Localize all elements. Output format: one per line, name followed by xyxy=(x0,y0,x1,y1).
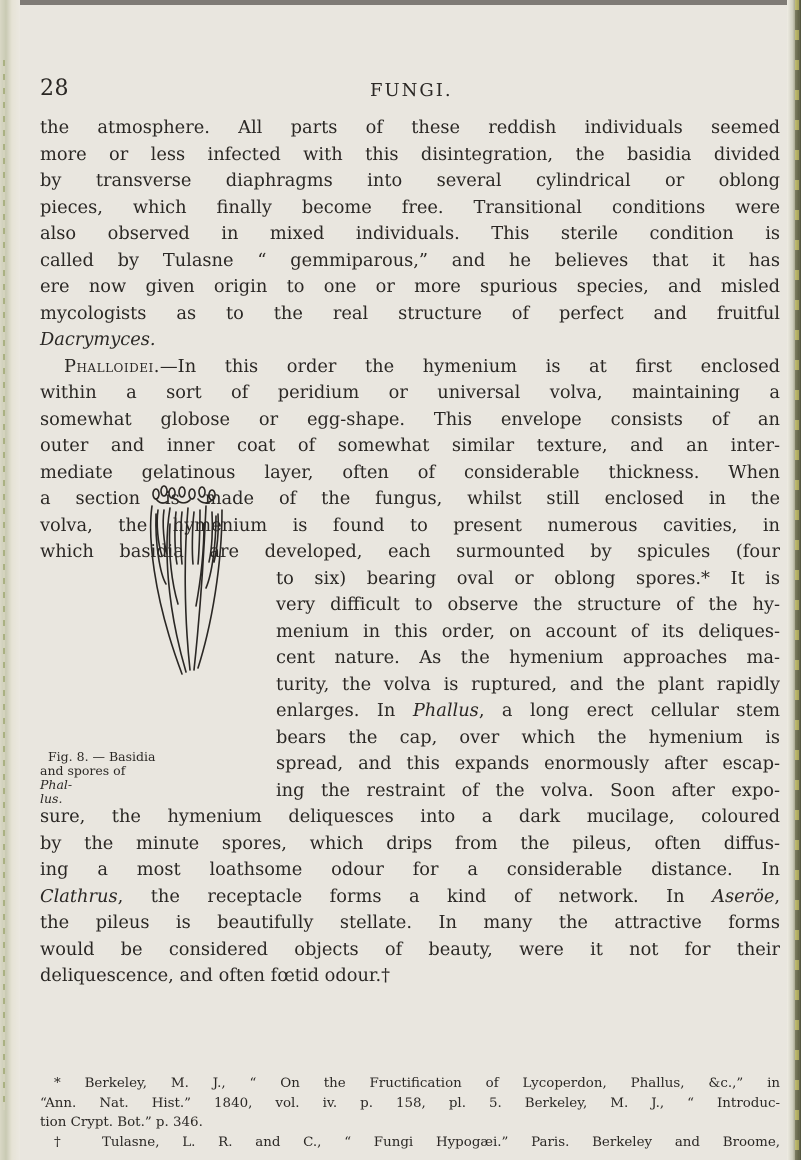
text-line: very difficult to observe the structure of the hy- xyxy=(276,594,780,615)
basidia-illustration xyxy=(142,484,232,684)
text-line: spread, and this expands enormously after escap- xyxy=(276,753,780,774)
text-line: somewhat globose or egg-shape. This envelope consists of an xyxy=(40,408,780,430)
figure-caption xyxy=(40,750,280,806)
text-line: outer and inner coat of somewhat similar texture, and an inter- xyxy=(40,435,780,456)
binding-right-edge xyxy=(787,0,801,1160)
caption-line xyxy=(40,764,280,792)
caption-line: lus. xyxy=(40,791,63,806)
paragraph-1 xyxy=(40,115,780,354)
text-line: ere now given origin to one or more spurious species, and misled xyxy=(40,276,780,297)
footnote-line: tion Crypt. Bot.” p. 346. xyxy=(40,1115,203,1130)
caption-genus: Phal- xyxy=(40,777,73,792)
text-line: menium in this order, on account of its deliques- xyxy=(276,620,780,642)
text-run: enlarges. In xyxy=(276,700,413,721)
text-line xyxy=(276,698,780,725)
text-line: the atmosphere. All parts of these reddish individuals seemed xyxy=(40,117,780,138)
text-line: by transverse diaphragms into several cylindrical or oblong xyxy=(40,170,780,191)
binding-left-edge xyxy=(0,0,20,1160)
text-line: ing a most loathsome odour for a considerable distance. In xyxy=(40,859,780,880)
text-line: cent nature. As the hymenium approaches ma- xyxy=(276,647,780,668)
text-line: turity, the volva is ruptured, and the plant rapidly xyxy=(276,673,780,695)
text-line xyxy=(40,884,780,911)
text-run: —In this order the hymenium is at first enclosed xyxy=(159,355,780,377)
text-line: mycologists as to the real structure of perfect and fruitful xyxy=(40,302,780,324)
text-line: ing the restraint of the volva. Soon after expo- xyxy=(276,779,780,801)
basidia-drawing xyxy=(142,484,232,684)
footnote-line: † Tulasne, L. R. and C., “ Fungi Hypogæi.” Paris. Berkeley and Broome, xyxy=(54,1134,780,1150)
text-line: sure, the hymenium deliquesces into a dark mucilage, coloured xyxy=(40,806,780,827)
genus-name: Clathrus xyxy=(40,885,118,907)
text-run: , xyxy=(774,885,780,907)
text-line: more or less infected with this disintegration, the basidia divided xyxy=(40,143,780,165)
text-run: , a long erect cellular stem xyxy=(478,700,780,721)
text-line: a section is made of the fungus, whilst still enclosed in the xyxy=(40,488,780,509)
text-line: Dacrymyces. xyxy=(40,329,156,350)
text-run: , the receptacle forms a kind of network. In xyxy=(117,885,713,907)
text-line: to six) bearing oval or oblong spores.* It is xyxy=(276,567,780,589)
text-line: would be considered objects of beauty, were it not for their xyxy=(40,938,780,960)
text-line: within a sort of peridium or universal volva, maintaining a xyxy=(40,382,780,403)
genus-name: Phallus xyxy=(412,700,479,721)
text-line: bears the cap, over which the hymenium is xyxy=(276,726,780,748)
text-line: mediate gelatinous layer, often of considerable thickness. When xyxy=(40,461,780,483)
page-top-edge xyxy=(0,0,801,5)
section-heading: Phalloidei. xyxy=(64,355,160,377)
page-number: 28 xyxy=(40,76,69,101)
text-line: the pileus is beautifully stellate. In many the attractive forms xyxy=(40,912,780,933)
text-line xyxy=(40,354,780,381)
footnotes xyxy=(40,1074,780,1152)
footnote-line: * Berkeley, M. J., “ On the Fructification of Lycoperdon, Phallus, &c.,” in xyxy=(54,1076,780,1091)
caption-line: Fig. 8. — Basidia xyxy=(48,749,156,764)
text-line: by the minute spores, which drips from the pileus, often diffus- xyxy=(40,832,780,854)
caption-run: and spores of xyxy=(40,763,126,778)
text-line: pieces, which finally become free. Transitional conditions were xyxy=(40,196,780,218)
footnote-line: “Ann. Nat. Hist.” 1840, vol. iv. p. 158, pl. 5. Berkeley, M. J., “ Introduc- xyxy=(40,1095,780,1111)
text-line: volva, the hymenium is found to present numerous cavities, in xyxy=(40,514,780,536)
text-line: also observed in mixed individuals. This sterile condition is xyxy=(40,223,780,244)
genus-name: Aseröe xyxy=(712,885,775,907)
text-line: deliquescence, and often fœtid odour.† xyxy=(40,965,390,986)
text-line: called by Tulasne “ gemmiparous,” and he believes that it has xyxy=(40,249,780,271)
text-line: which basidia are developed, each surmounted by spicules (four xyxy=(40,541,780,562)
running-head: FUNGI. xyxy=(370,80,453,101)
